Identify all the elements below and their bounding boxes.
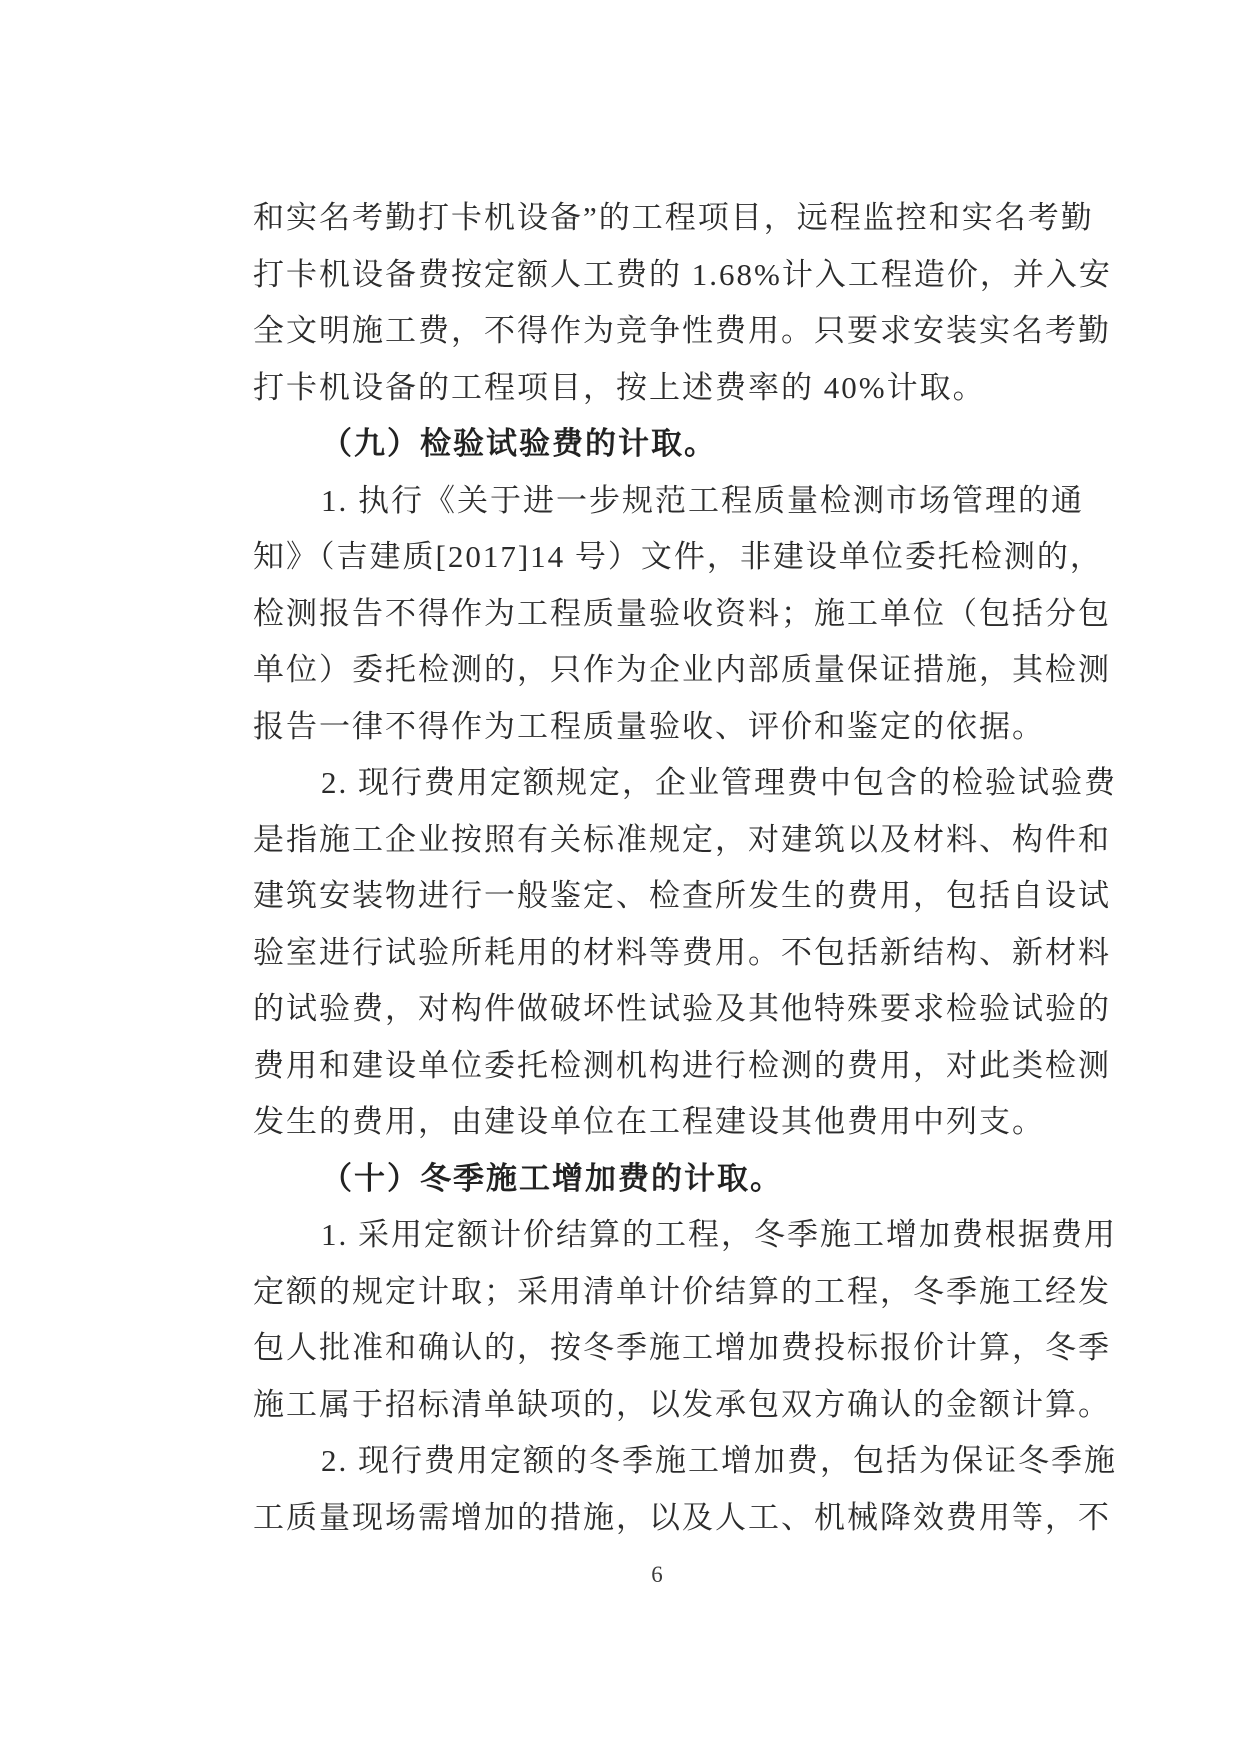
text-line: 和实名考勤打卡机设备”的工程项目，远程监控和实名考勤 bbox=[253, 200, 1094, 235]
text-line: 报告一律不得作为工程质量验收、评价和鉴定的依据。 bbox=[253, 708, 1045, 744]
page-number: 6 bbox=[651, 1562, 663, 1587]
text-line: 知》（吉建质[2017]14 号）文件，非建设单位委托检测的， bbox=[253, 539, 1103, 574]
section-heading-10: （十）冬季施工增加费的计取。 bbox=[321, 1160, 783, 1196]
text-line: 费用和建设单位委托检测机构进行检测的费用，对此类检测 bbox=[253, 1047, 1111, 1083]
text-line: 包人批准和确认的，按冬季施工增加费投标报价计算，冬季 bbox=[253, 1330, 1111, 1365]
text-line: 是指施工企业按照有关标准规定，对建筑以及材料、构件和 bbox=[253, 821, 1111, 857]
text-line: 的试验费，对构件做破坏性试验及其他特殊要求检验试验的 bbox=[253, 991, 1111, 1026]
text-line: 1. 采用定额计价结算的工程，冬季施工增加费根据费用 bbox=[321, 1217, 1117, 1252]
text-line: 1. 执行《关于进一步规范工程质量检测市场管理的通 bbox=[321, 482, 1084, 518]
document-body bbox=[253, 190, 1117, 1546]
text-line: 发生的费用，由建设单位在工程建设其他费用中列支。 bbox=[253, 1104, 1045, 1139]
text-line: 检测报告不得作为工程质量验收资料；施工单位（包括分包 bbox=[253, 595, 1111, 631]
text-line: 验室进行试验所耗用的材料等费用。不包括新结构、新材料 bbox=[253, 934, 1111, 970]
text-line: 建筑安装物进行一般鉴定、检查所发生的费用，包括自设试 bbox=[253, 878, 1111, 913]
text-line: 2. 现行费用定额规定，企业管理费中包含的检验试验费 bbox=[321, 765, 1117, 800]
text-line: 全文明施工费，不得作为竞争性费用。只要求安装实名考勤 bbox=[253, 313, 1111, 348]
text-line: 打卡机设备费按定额人工费的 1.68%计入工程造价，并入安 bbox=[253, 256, 1112, 292]
text-line: 定额的规定计取；采用清单计价结算的工程，冬季施工经发 bbox=[253, 1273, 1111, 1309]
text-line: 打卡机设备的工程项目，按上述费率的 40%计取。 bbox=[253, 369, 986, 405]
text-line: 2. 现行费用定额的冬季施工增加费，包括为保证冬季施 bbox=[321, 1443, 1117, 1478]
text-line: 单位）委托检测的，只作为企业内部质量保证措施，其检测 bbox=[253, 652, 1111, 687]
text-line: 施工属于招标清单缺项的，以发承包双方确认的金额计算。 bbox=[253, 1386, 1111, 1422]
text-line: 工质量现场需增加的措施，以及人工、机械降效费用等，不 bbox=[253, 1499, 1111, 1535]
section-heading-9: （九）检验试验费的计取。 bbox=[321, 426, 717, 461]
